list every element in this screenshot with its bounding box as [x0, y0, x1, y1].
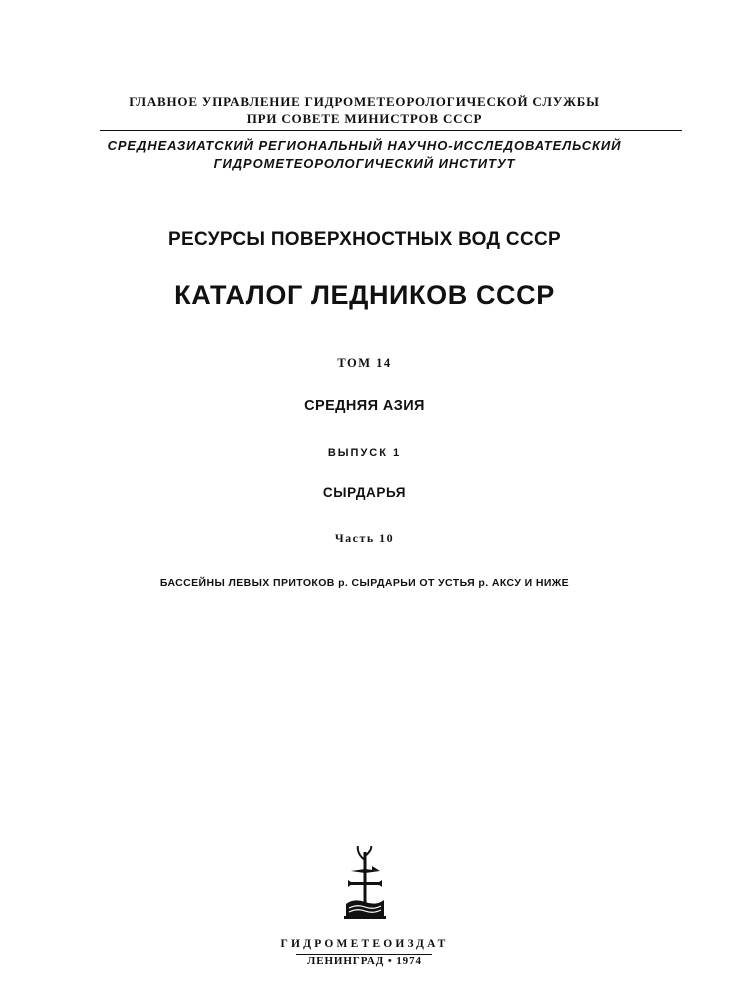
institute-name-line-2: ГИДРОМЕТЕОРОЛОГИЧЕСКИЙ ИНСТИТУТ	[213, 156, 516, 171]
issue-number: ВЫПУСК 1	[327, 447, 402, 459]
volume-number: ТОМ 14	[337, 356, 392, 370]
institute-name-line-1: СРЕДНЕАЗИАТСКИЙ РЕГИОНАЛЬНЫЙ НАУЧНО-ИССЛЕДОВАТЕЛЬСКИЙ	[107, 138, 622, 153]
main-title: КАТАЛОГ ЛЕДНИКОВ СССР	[174, 280, 555, 310]
part-number: Часть 10	[334, 531, 395, 545]
header-divider	[100, 130, 682, 131]
publisher-emblem-icon	[342, 846, 388, 920]
river-name: СЫРДАРЬЯ	[322, 485, 407, 500]
publisher-name: ГИДРОМЕТЕОИЗДАТ	[280, 938, 449, 950]
city-and-year: ЛЕНИНГРАД • 1974	[307, 955, 422, 967]
agency-name-line-2: ПРИ СОВЕТЕ МИНИСТРОВ СССР	[246, 111, 483, 126]
series-title: РЕСУРСЫ ПОВЕРХНОСТНЫХ ВОД СССР	[168, 229, 561, 250]
agency-name-line-1: ГЛАВНОЕ УПРАВЛЕНИЕ ГИДРОМЕТЕОРОЛОГИЧЕСКОЙ СЛУЖБЫ	[129, 94, 600, 109]
basins-description: БАССЕЙНЫ ЛЕВЫХ ПРИТОКОВ р. СЫРДАРЬИ ОТ УСТЬЯ р. АКСУ И НИЖЕ	[159, 577, 570, 589]
region-name: СРЕДНЯЯ АЗИЯ	[304, 398, 425, 414]
